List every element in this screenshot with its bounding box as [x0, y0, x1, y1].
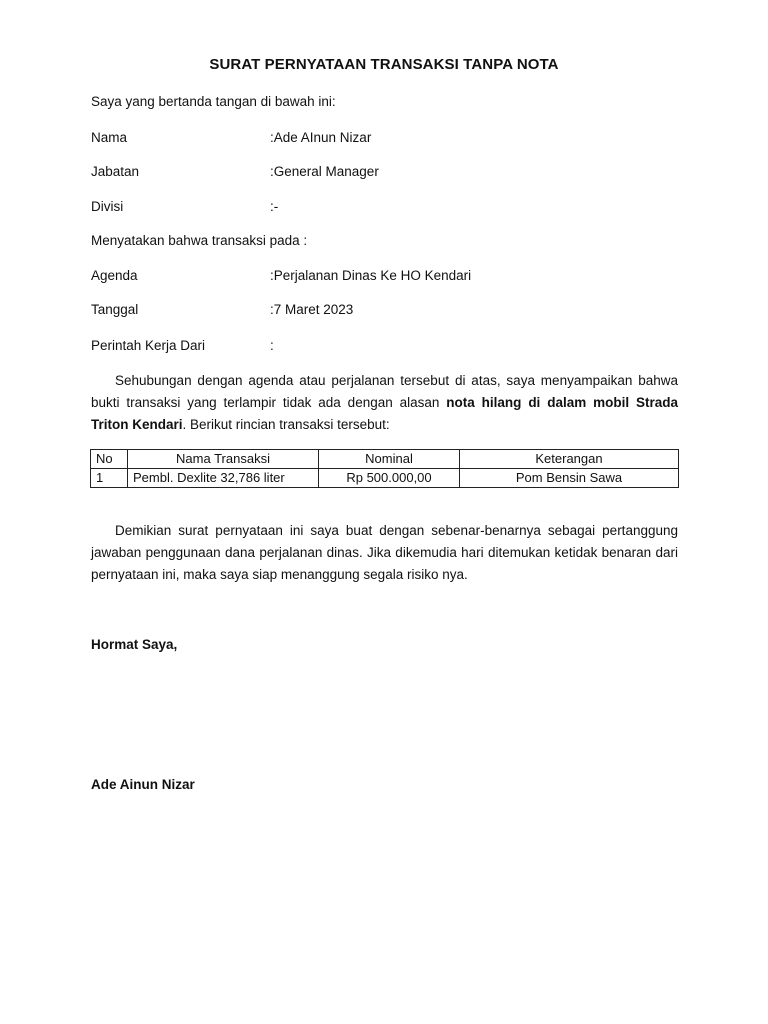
- table-row: [91, 469, 679, 488]
- document-title: SURAT PERNYATAAN TRANSAKSI TANPA NOTA: [209, 56, 559, 73]
- name-label: Nama: [91, 130, 128, 145]
- header-nominal: Nominal: [319, 450, 460, 469]
- agenda-value: :Perjalanan Dinas Ke HO Kendari: [270, 268, 472, 283]
- table-header-row: [91, 450, 679, 469]
- date-label: Tanggal: [91, 302, 139, 317]
- closing-salutation: Hormat Saya,: [91, 637, 178, 652]
- header-note: Keterangan: [460, 450, 679, 469]
- cell-name: Pembl. Dexlite 32,786 liter: [128, 469, 319, 488]
- position-label: Jabatan: [91, 164, 140, 179]
- division-value: :-: [270, 199, 279, 214]
- agenda-label: Agenda: [91, 268, 138, 283]
- cell-no: 1: [91, 469, 128, 488]
- work-order-label: Perintah Kerja Dari: [91, 338, 206, 353]
- reason-paragraph: [91, 370, 678, 436]
- intro-text: Saya yang bertanda tangan di bawah ini:: [91, 94, 336, 109]
- division-label: Divisi: [91, 199, 124, 214]
- cell-nominal: Rp 500.000,00: [319, 469, 460, 488]
- signatory-name: Ade Ainun Nizar: [91, 777, 195, 792]
- date-value: :7 Maret 2023: [270, 302, 354, 317]
- cell-note: Pom Bensin Sawa: [460, 469, 679, 488]
- name-value: :Ade AInun Nizar: [270, 130, 372, 145]
- position-value: :General Manager: [270, 164, 379, 179]
- transaction-table: [90, 449, 679, 488]
- reason-text-1: Sehubungan dengan agenda atau perjalanan tersebut di atas, saya menyampaikan bahwa bukti transaksi yang terlampir tidak ada dengan alasan: [91, 373, 678, 410]
- reason-text-2: . Berikut rincian transaksi tersebut:: [182, 417, 390, 432]
- work-order-value: :: [270, 338, 274, 353]
- header-no: No: [91, 450, 128, 469]
- closing-paragraph: Demikian surat pernyataan ini saya buat dengan sebenar-benarnya sebagai pertanggung jawaban penggunaan dana perjalanan dinas. Jika dikemudia hari ditemukan ketidak benaran dari pernyataan ini, maka saya siap menanggung segala risiko nya.: [91, 523, 678, 582]
- statement-text: Menyatakan bahwa transaksi pada :: [91, 233, 308, 248]
- header-name: Nama Transaksi: [128, 450, 319, 469]
- reason-bold: nota hilang di dalam mobil Strada Triton Kendari: [91, 395, 679, 432]
